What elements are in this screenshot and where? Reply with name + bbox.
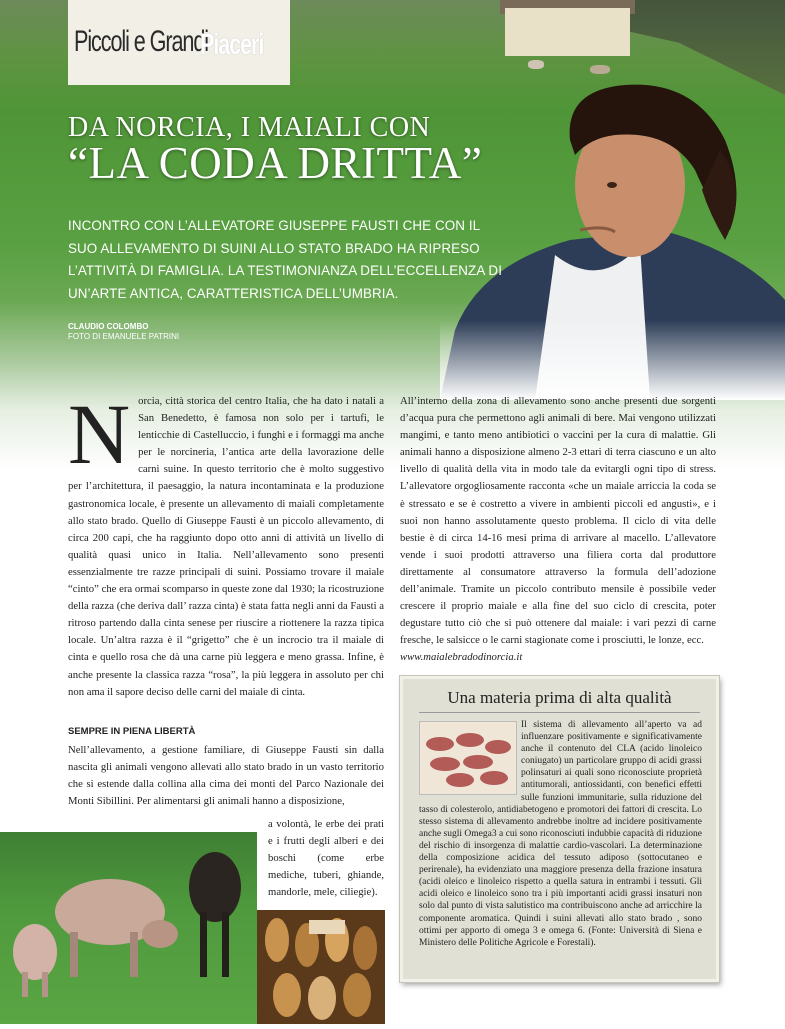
grazing-pig [590,65,610,74]
sidebar-box [400,676,719,982]
pigs-photo [0,832,257,1024]
body-column-narrow [268,816,384,901]
drop-cap: N [68,386,131,482]
grazing-pig [528,60,544,69]
article-kicker: DA NORCIA, I MAIALI CON [68,112,431,143]
sidebar-text: Il sistema di allevamento all’aperto va ad influenzare positivamente e significativamente anche il contenuto del CLA (acido linoleico coniugato) un particolare gruppo di acidi grassi polinsaturi ai quali sono riconosciute proprietà antitumorali, antiossidanti, con benefici effetti sulle funzioni immunitarie, sulla riduzione del tasso di colesterolo, antidiabetogeno e promotori dei fattori di crescita. Lo stesso sistema di allevamento andrebbe inoltre ad incidere positivamente anche sugli Omega3 a cui sono riconosciuti indubbie capacità di riduzione del rischio di insorgenza di malattie cardio-vascolari. La determinazione della composizione acidica del tessuto adiposo (sottocutaneo e perirenale), ha evidenziato una maggiore presenza della frazione insatura (acidi oleico e linoleico rispetto a quella satura in entrambi i tessuti. Gli acidi oleico e linoleico sono tra i più importanti acidi grassi insaturi non solo dal punto di vista salutistico ma contribuiscono anche ad arricchire la componente aromatica. Quindi i suini allevati allo stato brado , sono ottimi per apporto di omega 3 e omega 6. (Fonte: Università di Siena e Ministero delle Politiche Agricole e Forestali). [419,720,702,948]
sidebar-divider [419,712,700,713]
website-link[interactable]: www.maialebradodinorcia.it [400,651,523,664]
body-paragraph: orcia, città storica del centro Italia, che ha dato i natali a San Benedetto, è famosa non solo per i tartufi, le lenticchie di Castelluccio, i funghi e i formaggi ma anche per le norcineria, l’antica arte della lavorazione delle carni suine. In questo territorio che è molto suggestivo per l’architettura, il paesaggio, la natura incontaminata e la produzione gastronomica locale, è presente un allevamento di maiali completamente allo stato brado. Quello di Giuseppe Fausti è un piccolo allevamento, di circa 200 capi, che ha raggiunto dopo otto anni di attività un livello di qualità quasi unico in Italia. Nell’allevamento sono presenti essenzialmente tre razze principali di suini. Possiamo trovare il maiale “cinto” che era ormai scomparso in queste zone dal 1930; la ricostruzione della razza (che deriva dall’ razza cinta) è stata fatta negli anni da Fausti a ritroso partendo dalla cinta senese per riuscire a riottenere la razza tipica locale. Un’altra razza è il “grigetto” che è un incrocio tra il maiale di cinta e quello rosa che dà una carne più leggera e meno grassa. Infine, è anche presente la classica razza “rosa”, la più leggera in assoluto per chi non ama il sapore deciso delle carni del maiale di cinta. [68,395,384,698]
cured-meats-photo [257,910,385,1024]
body-column-left [68,386,384,810]
body-paragraph: All’interno della zona di allevamento sono anche presenti due sorgenti d’acqua pura che permettono agli animali di bere. Mai vengono utilizzati mangimi, e tanto meno antibiotici o vaccini per la cura di malattie. Gli animali hanno a disposizione almeno 2-3 ettari di terra ciascuno e un alto livello di qualità della vita in modo tale da evitargli ogni tipo di stress. L’allevatore orgogliosamente racconta «che un maiale arriccia la coda se è stressato e se è costretto a vivere in ambienti piccoli ed angusti», e i suoi non hanno assolutamente questo problema. Il ciclo di vita delle bestie è di circa 14-16 mesi prima di arrivare al macello. L’allevatore vende i suoi prodotti attraverso una filiera corta dal produttore direttamente al consumatore attraverso la formula dell’adozione dell’animale. Tramite un piccolo contributo mensile è possibile veder crescere il proprio maiale e alla fine del suo ciclo di crescita, poter degustare tutto ciò che si può ottenere dal maiale: i vari pezzi di carne fresche, le salsicce o le carni stagionate come i prosciutti, le lonze, ecc. [400,395,716,647]
farmhouse [505,8,630,56]
article-headline: “LA CODA DRITTA” [68,138,483,188]
body-paragraph: Nell’allevamento, a gestione familiare, di Giuseppe Fausti sin dalla nascita gli animali vengono allevati allo stato brado in un vasto territorio che si estende dalla collina alla cima dei monti del Parco Nazionale dei Monti Sibillini. Per alimentarsi gli animali hanno a disposizione, [68,743,384,808]
article-deck: INCONTRO CON L’ALLEVATORE GIUSEPPE FAUSTI CHE CON IL SUO ALLEVAMENTO DI SUINI ALLO STATO BRADO HA RIPRESO L’ATTIVITÀ DI FAMIGLIA. LA TESTIMONIANZA DELL’ECCELLENZA DI UN’ARTE ANTICA, CARATTERISTICA DELL’UMBRIA. [68,218,503,301]
sidebar-title: Una materia prima di alta qualità [447,688,672,707]
body-paragraph: a volontà, le erbe dei prati e i frutti degli alberi e dei boschi (come erbe mediche, tuberi, ghiande, mandorle, mele, ciliegie). [268,818,384,899]
brand-part2: Piaceri [200,28,264,61]
section-subhead: SEMPRE IN PIENA LIBERTÀ [68,725,196,737]
brand-part1: Piccoli e Grandi [74,25,208,58]
photo-credit: FOTO DI EMANUELE PATRINI [68,332,180,341]
section-brand [68,0,290,85]
body-column-right [400,393,716,667]
article-author: CLAUDIO COLOMBO [68,322,149,331]
